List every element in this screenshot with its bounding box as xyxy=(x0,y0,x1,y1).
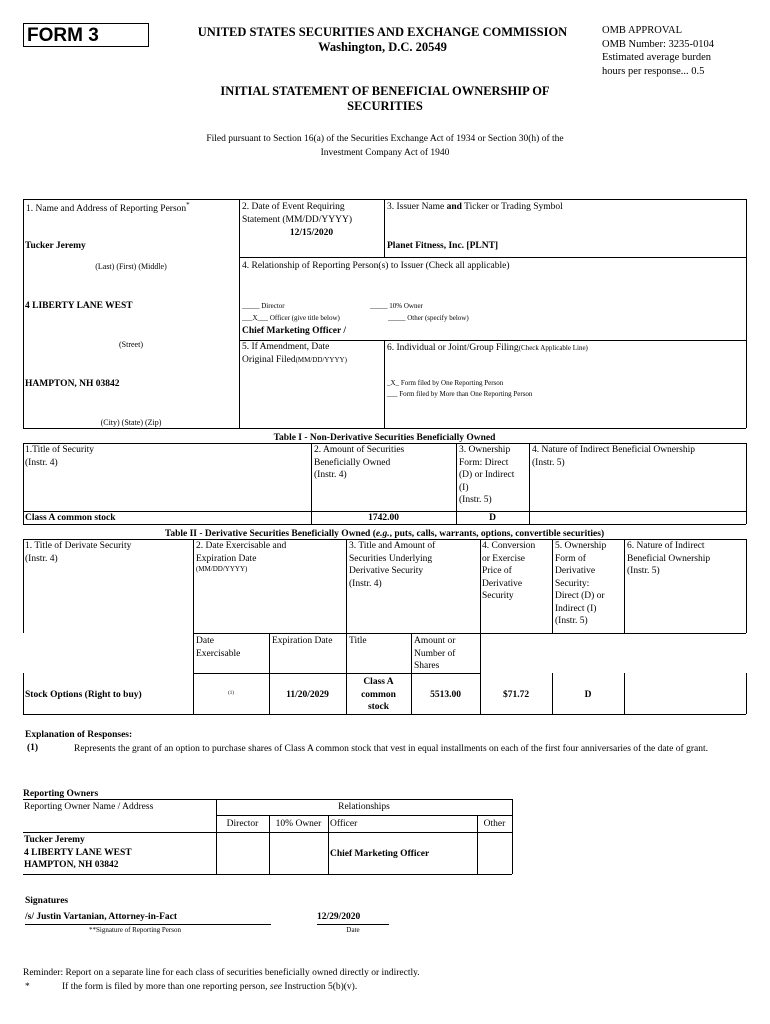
box1-label-text: 1. Name and Address of Reporting Person xyxy=(26,204,187,215)
form-title xyxy=(170,84,600,114)
t1-col1-line: (Instr. 4) xyxy=(25,457,58,468)
t2-col3-line: Derivative Security xyxy=(349,566,424,576)
box6-label-text: 6. Individual or Joint/Group Filing xyxy=(387,343,519,353)
footnote-star: * xyxy=(25,982,30,992)
filed-line-1: Filed pursuant to Section 16(a) of the Securities Exchange Act of 1934 or Section 30(h) of the xyxy=(206,134,564,144)
t1-col2-line: 2. Amount of Securities xyxy=(314,445,405,455)
t2-col4-line: Security xyxy=(482,591,514,601)
ten-percent-owner-option[interactable]: _____ 10% Owner xyxy=(370,302,423,310)
box2-label xyxy=(242,201,382,226)
t1-row-title: Class A common stock xyxy=(25,513,116,523)
table1-title: Table I - Non-Derivative Securities Beneficially Owned xyxy=(273,433,496,443)
owners-col-other: Other xyxy=(483,819,506,829)
t2-sub-expiration: Expiration Date xyxy=(272,636,333,646)
table2-title-pre: Table II - Derivative Securities Beneficially Owned ( xyxy=(164,529,376,539)
street-caption: (Street) xyxy=(119,340,143,349)
agency-line-1: UNITED STATES SECURITIES AND EXCHANGE COMMISSION xyxy=(197,25,568,39)
omb-line: OMB APPROVAL xyxy=(602,25,683,36)
filing-option-group-mark: ___ xyxy=(387,390,398,398)
t1-col-form-header xyxy=(459,444,529,507)
owner-address-line: 4 LIBERTY LANE WEST xyxy=(24,847,132,858)
city-caption: (City) (State) (Zip) xyxy=(100,418,162,427)
box5-label-line: 5. If Amendment, Date xyxy=(242,342,330,352)
t1-col-title-header xyxy=(25,444,305,469)
table2-title-eg: e.g. xyxy=(375,529,390,539)
t2-col-title-header xyxy=(25,540,190,565)
box2-label-line: Statement (MM/DD/YYYY) xyxy=(242,214,353,225)
t2-sub-amount xyxy=(414,635,480,673)
t2-sub-amount-line: Shares xyxy=(414,661,440,671)
t2-row-price: $71.72 xyxy=(502,690,530,700)
signature-date: 12/29/2020 xyxy=(317,911,389,925)
agency-name xyxy=(170,25,595,55)
t2-sub-title: Title xyxy=(349,636,367,646)
t2-col5-line: (Instr. 5) xyxy=(555,616,588,626)
table2-title-post: , puts, calls, warrants, options, convertible securities) xyxy=(389,529,605,539)
owner-address-line: HAMPTON, NH 03842 xyxy=(24,860,119,870)
owner-address xyxy=(24,834,132,872)
t1-row-amount: 1742.00 xyxy=(368,513,399,523)
filing-option-one-label: Form filed by One Reporting Person xyxy=(400,379,504,387)
officer-option[interactable] xyxy=(242,314,340,323)
footnote-note-pre: If the form is filed by more than one reporting person, xyxy=(62,982,268,992)
box5-label-small: (MM/DD/YYYY) xyxy=(295,355,347,364)
t2-col6-line: 6. Nature of Indirect xyxy=(627,541,705,551)
box3-label-text: 3. Issuer Name xyxy=(387,202,445,212)
t2-row-title: Stock Options (Right to buy) xyxy=(25,690,142,700)
box5-label-line2 xyxy=(242,354,382,367)
t2-col2-small: (MM/DD/YYYY) xyxy=(196,565,248,573)
t1-col-amount-header xyxy=(314,444,454,482)
t2-sub-date-exercisable xyxy=(196,635,268,660)
officer-mark: ___X___ xyxy=(242,314,269,322)
t1-col3-line: Form: Direct xyxy=(459,457,509,468)
filed-pursuant xyxy=(110,133,660,160)
filing-option-group-label: Form filed by More than One Reporting Person xyxy=(399,390,533,398)
t2-col-form-header xyxy=(555,540,623,628)
box5-label-text: Original Filed xyxy=(242,354,296,365)
footnote-note-see: see xyxy=(269,982,283,992)
box3-label-rest: Ticker or Trading Symbol xyxy=(464,202,563,212)
name-caption: (Last) (First) (Middle) xyxy=(95,262,167,271)
t2-row-amount: 5513.00 xyxy=(430,690,461,700)
owners-heading: Reporting Owners xyxy=(23,789,99,799)
t1-col2-line: Beneficially Owned xyxy=(314,457,391,468)
t2-sub-date-line: Date xyxy=(196,636,214,646)
t2-row-exercisable xyxy=(193,690,269,700)
officer-option-label: Officer (give title below) xyxy=(269,314,340,322)
t2-row-form: D xyxy=(584,690,592,700)
t2-col-underlying-header xyxy=(349,540,479,590)
t2-col5-line: Security: xyxy=(555,578,590,589)
t2-col3-line: 3. Title and Amount of xyxy=(349,541,436,551)
filing-option-group[interactable] xyxy=(387,390,532,399)
t2-col5-line: Form of xyxy=(555,553,586,564)
reporting-person-city: HAMPTON, NH 03842 xyxy=(25,379,120,389)
owners-col-ten: 10% Owner xyxy=(275,819,322,829)
t2-col5-line: 5. Ownership xyxy=(555,541,607,551)
t1-col-nature-header xyxy=(532,444,744,469)
box6-label xyxy=(387,342,745,355)
t1-col3-line: (Instr. 5) xyxy=(459,495,492,505)
form-title-line-1: INITIAL STATEMENT OF BENEFICIAL OWNERSHIP OF xyxy=(220,84,550,98)
t2-col5-line: Derivative xyxy=(555,566,596,576)
t1-row-form: D xyxy=(489,513,496,523)
owner-address-line: Tucker Jeremy xyxy=(24,835,85,845)
t2-col3-line: Securities Underlying xyxy=(349,553,433,564)
reporting-person-name: Tucker Jeremy xyxy=(25,241,86,251)
t2-col-dates-header xyxy=(196,540,344,574)
box6-label-small: (Check Applicable Line) xyxy=(518,344,588,352)
t2-col1-line: (Instr. 4) xyxy=(25,553,58,564)
omb-line: hours per response... 0.5 xyxy=(602,65,705,77)
omb-line: OMB Number: 3235-0104 xyxy=(602,38,714,50)
explanation-heading: Explanation of Responses: xyxy=(25,730,133,740)
date-caption: Date xyxy=(346,926,360,934)
t2-col4-line: Derivative xyxy=(482,578,523,589)
t2-col4-line: or Exercise xyxy=(482,553,525,564)
explanation-text: Represents the grant of an option to purchase shares of Class A common stock that vest in equal installments on each of the first four anniversaries of the date of grant. xyxy=(74,744,708,754)
box1-star: * xyxy=(186,201,190,209)
t1-col1-line: 1.Title of Security xyxy=(25,445,95,455)
omb-approval xyxy=(602,24,762,78)
footnote-note-post: Instruction 5(b)(v). xyxy=(284,982,358,992)
box3-label-and: and xyxy=(446,202,462,212)
filing-option-one-mark: _X_ xyxy=(387,379,400,387)
filed-line-2: Investment Company Act of 1940 xyxy=(320,147,450,158)
t1-col3-line: (D) or Indirect xyxy=(459,470,515,480)
t2-sub-amount-line: Number of xyxy=(414,648,456,659)
box3-label xyxy=(387,201,742,214)
t2-col2-line: Expiration Date xyxy=(196,553,257,564)
t2-col5-line: Indirect (I) xyxy=(555,603,597,614)
event-date: 12/15/2020 xyxy=(289,228,334,238)
t2-col2-line: 2. Date Exercisable and xyxy=(196,541,287,551)
box1-label xyxy=(26,201,236,216)
officer-title: Chief Marketing Officer / xyxy=(242,326,347,336)
t2-col5-line: Direct (D) or xyxy=(555,591,605,601)
t1-col2-line: (Instr. 4) xyxy=(314,470,347,480)
t2-sub-date-line: Exercisable xyxy=(196,648,241,659)
box2-label-line: 2. Date of Event Requiring xyxy=(242,202,345,212)
omb-line: Estimated average burden xyxy=(602,52,712,63)
t2-col4-line: Price of xyxy=(482,566,512,576)
other-option[interactable]: _____ Other (specify below) xyxy=(388,314,469,322)
agency-line-2: Washington, D.C. 20549 xyxy=(318,40,447,54)
reporting-person-street: 4 LIBERTY LANE WEST xyxy=(25,301,133,311)
box4-label: 4. Relationship of Reporting Person(s) to Issuer (Check all applicable) xyxy=(242,261,510,271)
t1-col4-line: 4. Nature of Indirect Beneficial Ownership xyxy=(532,445,696,455)
filing-option-one[interactable] xyxy=(387,379,503,388)
form-title-line-2: SECURITIES xyxy=(347,99,423,113)
director-option[interactable]: _____ Director xyxy=(242,302,285,310)
issuer-name: Planet Fitness, Inc. [PLNT] xyxy=(387,241,499,251)
signature-caption: **Signature of Reporting Person xyxy=(89,926,181,934)
t1-col3-line: (I) xyxy=(459,482,469,493)
t2-col-price-header xyxy=(482,540,552,603)
signature-value: /s/ Justin Vartanian, Attorney-in-Fact xyxy=(25,911,271,925)
explanation-ref: (1) xyxy=(27,743,39,753)
t1-col3-line: 3. Ownership xyxy=(459,445,511,455)
t2-col3-line: (Instr. 4) xyxy=(349,578,382,589)
t2-row-expiration: 11/20/2029 xyxy=(286,690,329,700)
footnote-note xyxy=(62,980,357,994)
t2-col4-line: 4. Conversion xyxy=(482,541,536,551)
t2-col-nature-header xyxy=(627,540,745,578)
reminder: Reminder: Report on a separate line for each class of securities beneficially owned directly or indirectly. xyxy=(23,968,420,978)
owners-col-name: Reporting Owner Name / Address xyxy=(24,802,154,812)
form-number: FORM 3 xyxy=(23,23,149,47)
t2-col6-line: Beneficial Ownership xyxy=(627,553,711,564)
t2-col1-line: 1. Title of Derivate Security xyxy=(25,541,132,551)
owners-col-director: Director xyxy=(226,819,259,829)
t2-underlying-line: stock xyxy=(367,702,390,712)
t2-underlying-line: Class A xyxy=(363,677,394,687)
owners-col-officer: Officer xyxy=(330,819,358,829)
t1-col4-line: (Instr. 5) xyxy=(532,457,565,468)
owners-col-relationships: Relationships xyxy=(338,802,390,812)
t2-underlying-line: common xyxy=(361,689,396,700)
box5-label xyxy=(242,341,382,366)
t2-sub-amount-line: Amount or xyxy=(414,636,456,646)
t2-row-underlying xyxy=(346,676,411,714)
footnote-ref[interactable]: (1) xyxy=(228,691,234,696)
t2-col6-line: (Instr. 5) xyxy=(627,566,660,576)
owner-officer-title: Chief Marketing Officer xyxy=(330,849,430,859)
signatures-heading: Signatures xyxy=(25,896,69,906)
